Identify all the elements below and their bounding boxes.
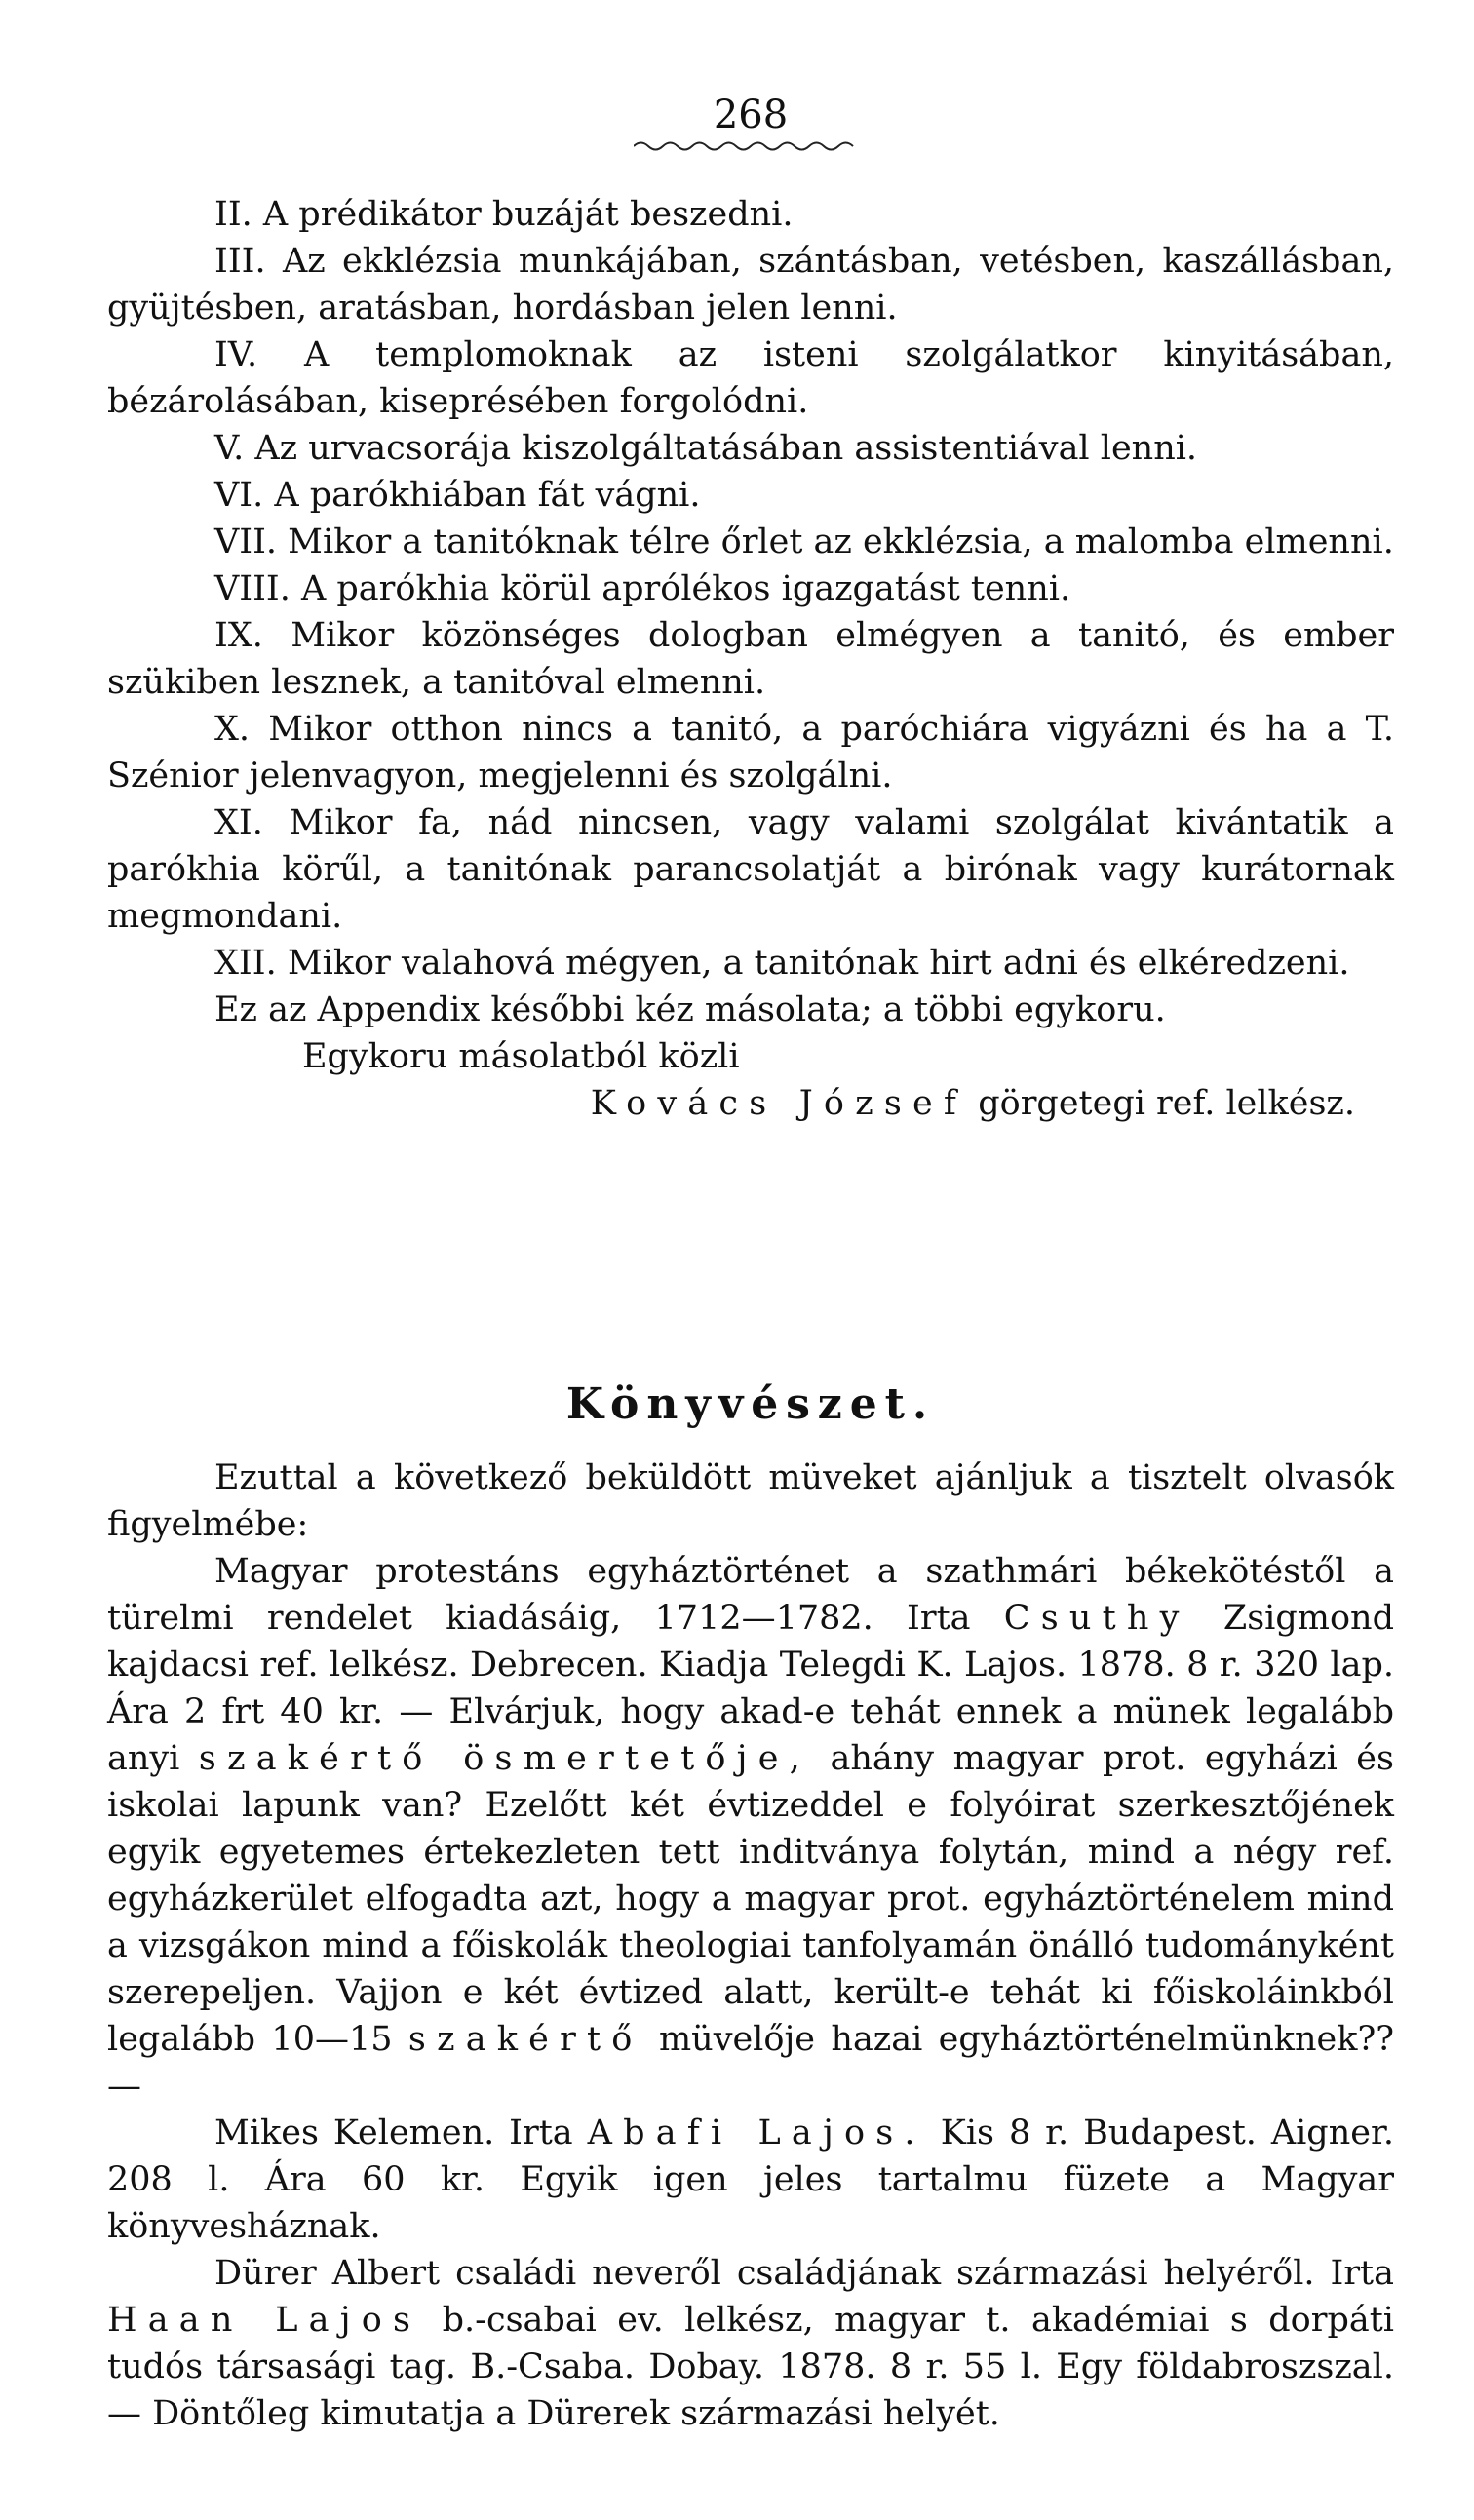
book3-part-b: b.-csabai ev. lelkész, magyar t. akadémiai s dorpáti tudós társasági tag. B.-Csaba. Dobay. 1878. 8 r. 55 l. Egy földabroszszal. — Döntőleg kimutatja a Dürerek származási helyét. <box>107 2301 1394 2433</box>
page-number: 268 <box>713 93 789 137</box>
book1-part-c: ahány magyar prot. egyházi és iskolai lapunk van? Ezelőtt két évtizeddel e folyóirat szerkesztőjének egyik egyetemes értekezleten tett inditványa folytán, mind a négy ref. egyházkerület elfogadta azt, hogy a magyar prot. egyháztörténelem mind a vizsgákon mind a főiskolák theologiai tanfolyamán önálló tudományként szerepeljen. Vajjon e két évtized alatt, került-e tehát ki főiskoláinkból legalább 10—15 <box>107 1739 1394 2059</box>
source-line: Egykoru másolatból közli <box>302 1037 740 1076</box>
book2-author: Abafi Lajos. <box>587 2113 926 2152</box>
book-entry-3 <box>107 2250 1394 2437</box>
book3-author: Haan Lajos <box>107 2301 422 2340</box>
list-item: VIII. A parókhia körül aprólékos igazgatást tenni. <box>214 569 1071 608</box>
book1-author: Csuthy <box>1003 1599 1190 1638</box>
list-item: II. A prédikátor buzáját beszedni. <box>214 195 794 234</box>
intro-paragraph: Ezuttal a következő beküldött müveket ajánljuk a tisztelt olvasók figyelmébe: <box>107 1458 1394 1544</box>
list-item: VI. A parókhiában fát vágni. <box>214 476 701 515</box>
signature-title: görgetegi ref. lelkész. <box>978 1084 1355 1123</box>
list-item: X. Mikor otthon nincs a tanitó, a paróchiára vigyázni és ha a T. Szénior jelenvagyon, megjelenni és szolgálni. <box>107 710 1394 795</box>
book2-part-a: Mikes Kelemen. Irta <box>214 2113 573 2152</box>
section-title: Könyvészet. <box>565 1379 936 1429</box>
list-item: V. Az urvacsorája kiszolgáltatásában assistentiával lenni. <box>214 429 1198 468</box>
book1-part-d: müvelője hazai egyháztörténelmünknek?? — <box>107 2020 1394 2106</box>
book1-part-a: Magyar protestáns egyháztörténet a szathmári békekötéstől a türelmi rendelet kiadásáig, 1712—1782. Irta <box>107 1552 1394 1638</box>
bibliography-section <box>107 1379 1394 2437</box>
list-items <box>107 191 1394 1127</box>
wavy-rule <box>634 139 858 153</box>
list-item: VII. Mikor a tanitóknak télre őrlet az ekklézsia, a malomba elmenni. <box>214 523 1394 562</box>
book3-part-a: Dürer Albert családi neveről családjának származási helyéről. Irta <box>214 2254 1394 2293</box>
appendix-note: Ez az Appendix későbbi kéz másolata; a többi egykoru. <box>214 990 1166 1029</box>
book2-part-b: Kis 8 r. Budapest. Aigner. 208 l. Ára 60 kr. Egyik igen jeles tartalmu füzete a Magyar könyvesháznak. <box>107 2113 1394 2246</box>
book1-emphasis-1: szakértő ösmertetője, <box>198 1739 811 1778</box>
signature <box>107 1080 1394 1127</box>
list-item: IV. A templomoknak az isteni szolgálatkor kinyitásában, bézárolásában, kiseprésében forgolódni. <box>107 335 1394 421</box>
signature-name: Kovács József <box>590 1084 968 1123</box>
book1-emphasis-2: szakértő <box>407 2020 643 2059</box>
book-entry-2 <box>107 2110 1394 2250</box>
list-item: IX. Mikor közönséges dologban elmégyen a tanitó, és ember szükiben lesznek, a tanitóval elmenni. <box>107 616 1394 702</box>
book-entry-1 <box>107 1548 1394 2110</box>
list-item: III. Az ekklézsia munkájában, szántásban, vetésben, kaszállásban, gyüjtésben, aratásban, hordásban jelen lenni. <box>107 242 1394 328</box>
list-item: XI. Mikor fa, nád nincsen, vagy valami szolgálat kivántatik a parókhia körűl, a tanitónak parancsolatját a birónak vagy kurátornak megmondani. <box>107 803 1394 936</box>
book1-part-b: Zsigmond kajdacsi ref. lelkész. Debrecen. Kiadja Telegdi K. Lajos. 1878. 8 r. 320 lap. Ára 2 frt 40 kr. — Elvárjuk, hogy akad-e tehát ennek a münek legalább anyi <box>107 1599 1394 1778</box>
list-item: XII. Mikor valahová mégyen, a tanitónak hirt adni és elkéredzeni. <box>214 944 1350 983</box>
